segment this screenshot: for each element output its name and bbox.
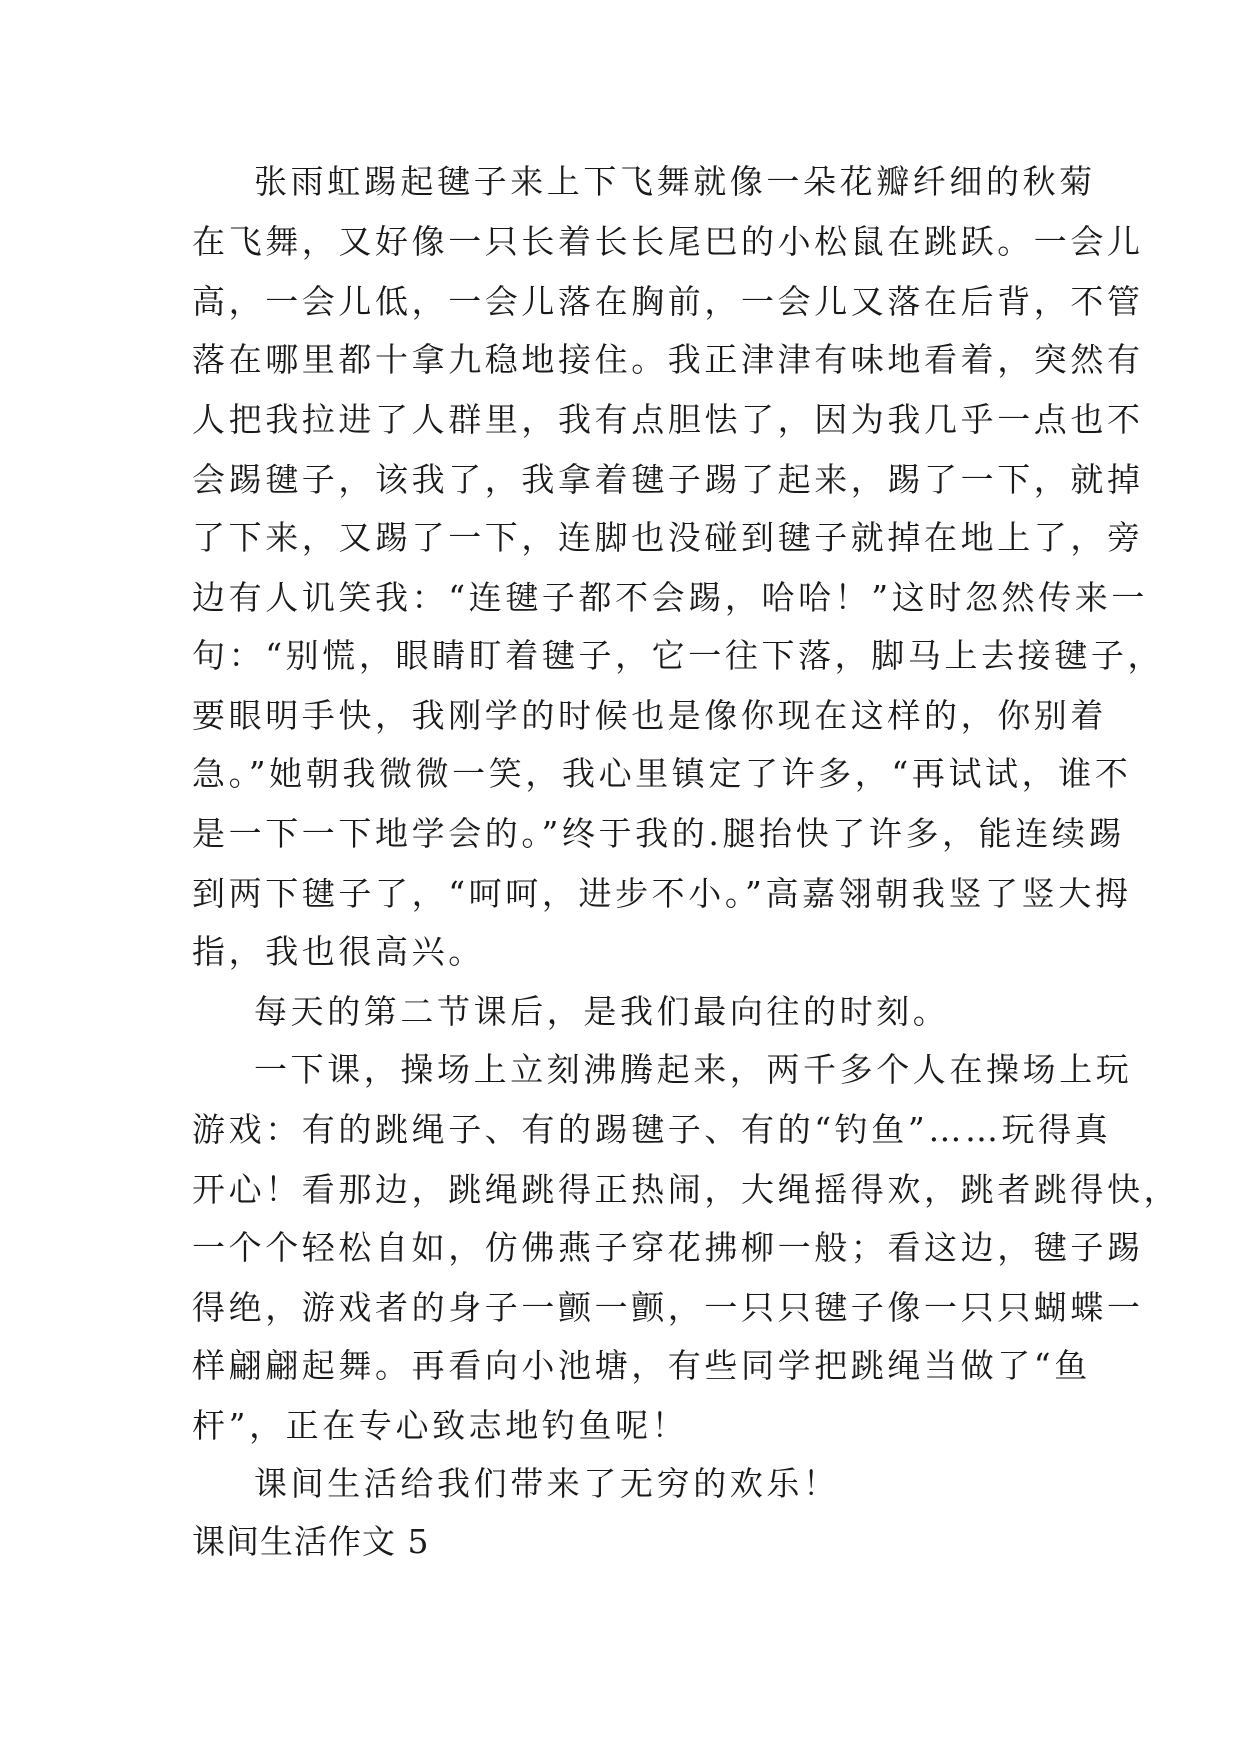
text-line: 在飞舞，又好像一只长着长长尾巴的小松鼠在跳跃。一会儿 bbox=[192, 222, 1144, 261]
text-line: 得绝，游戏者的身子一颤一颤，一只只毽子像一只只蝴蝶一 bbox=[192, 1288, 1144, 1327]
paragraph-line: 课间生活给我们带来了无穷的欢乐！ bbox=[254, 1464, 840, 1503]
text-line: 是一下一下地学会的。”终于我的.腿抬快了许多，能连续踢 bbox=[192, 814, 1126, 853]
text-line: 样翩翩起舞。再看向小池塘，有些同学把跳绳当做了“鱼 bbox=[192, 1346, 1091, 1385]
text-line: 到两下毽子了，“呵呵，进步不小。”高嘉翎朝我竖了竖大拇 bbox=[192, 874, 1132, 913]
text-line: 高，一会儿低，一会儿落在胸前，一会儿又落在后背，不管 bbox=[192, 282, 1144, 321]
text-line: 会踢毽子，该我了，我拿着毽子踢了起来，踢了一下，就掉 bbox=[192, 460, 1144, 499]
text-line: 张雨虹踢起毽子来上下飞舞就像一朵花瓣纤细的秋菊 bbox=[254, 162, 1096, 201]
text-line: 指，我也很高兴。 bbox=[192, 932, 485, 971]
text-line: 人把我拉进了人群里，我有点胆怯了，因为我几乎一点也不 bbox=[192, 400, 1144, 439]
text-line: 要眼明手快，我刚学的时候也是像你现在这样的，你别着 bbox=[192, 696, 1107, 735]
paragraph-line: 每天的第二节课后，是我们最向往的时刻。 bbox=[254, 992, 950, 1031]
text-line: 游戏：有的跳绳子、有的踢毽子、有的“钓鱼”……玩得真 bbox=[192, 1110, 1112, 1149]
text-line: 急。”她朝我微微一笑，我心里镇定了许多，“再试试，谁不 bbox=[192, 754, 1132, 793]
text-line: 杆”，正在专心致志地钓鱼呢！ bbox=[192, 1406, 689, 1445]
paragraph-line: 一下课，操场上立刻沸腾起来，两千多个人在操场上玩 bbox=[254, 1050, 1133, 1089]
text-line: 一个个轻松自如，仿佛燕子穿花拂柳一般；看这边，毽子踢 bbox=[192, 1228, 1144, 1267]
text-line: 开心！看那边，跳绳跳得正热闹，大绳摇得欢，跳者跳得快， bbox=[192, 1170, 1181, 1209]
text-line: 句：“别慌，眼睛盯着毽子，它一往下落，脚马上去接毽子， bbox=[192, 636, 1165, 675]
text-line: 落在哪里都十拿九稳地接住。我正津津有味地看着，突然有 bbox=[192, 340, 1144, 379]
section-title: 课间生活作文 5 bbox=[192, 1522, 430, 1561]
text-line: 边有人讥笑我：“连毽子都不会踢，哈哈！”这时忽然传来一 bbox=[192, 578, 1148, 617]
text-line: 了下来，又踢了一下，连脚也没碰到毽子就掉在地上了，旁 bbox=[192, 518, 1144, 557]
